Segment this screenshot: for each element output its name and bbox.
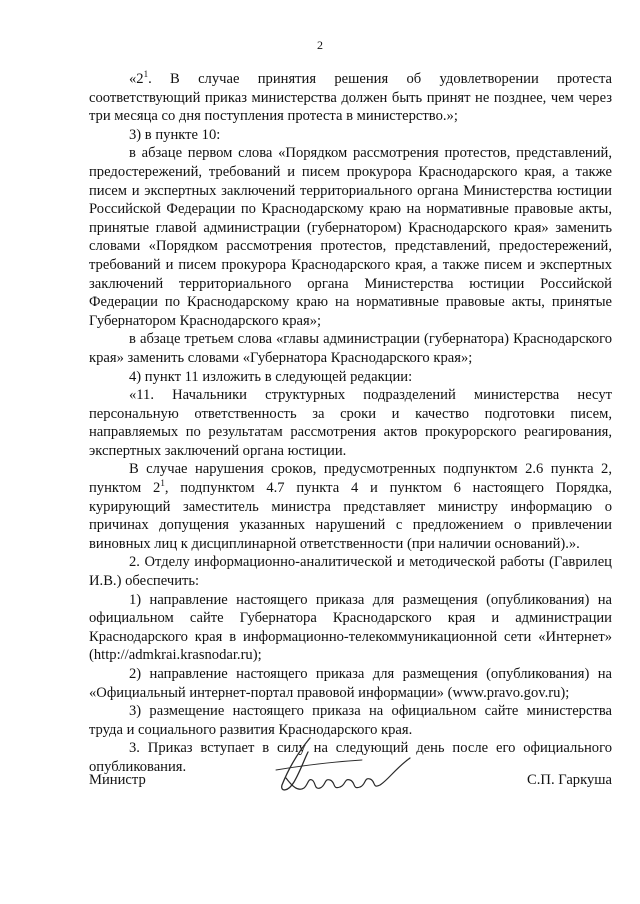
paragraph-text: «2 bbox=[129, 71, 144, 87]
paragraph-2-1-publish: 1) направление настоящего приказа для размещения (опубликования) на официальном сайте Губернатора Краснодарского края и администрации Краснодарского края в информационно-телекоммуникационной сети «Интернет» (http://admkrai.krasnodar.ru); bbox=[89, 591, 612, 664]
paragraph-item-3: 3) в пункте 10: bbox=[129, 126, 221, 143]
paragraph-text: . В случае принятия решения об удовлетворении протеста соответствующий приказ министерства должен быть принят не позднее, чем через три месяца со дня поступления протеста в министерство.»; bbox=[89, 71, 612, 125]
paragraph-2-2-publish: 2) направление настоящего приказа для размещения (опубликования) на «Официальный интернет-портал правовой информации» (www.pravo.gov.ru); bbox=[89, 666, 612, 701]
paragraph-text: , подпунктом 4.7 пункта 4 и пунктом 6 настоящего Порядка, курирующий заместитель министра представляет министру информацию о причинах допущения указанных нарушений с предложением о привлечении виновных лиц к дисциплинарной ответственности (при наличии оснований).». bbox=[89, 480, 612, 552]
superscript: 1 bbox=[160, 478, 165, 489]
paragraph-abzac-3: в абзаце третьем слова «главы администрации (губернатора) Краснодарского края» заменить словами «Губернатора Краснодарского края»; bbox=[89, 331, 612, 366]
signatory-title: Министр bbox=[89, 772, 146, 788]
superscript: 1 bbox=[143, 69, 149, 80]
paragraph-2-1 bbox=[89, 70, 612, 126]
paragraph-violation bbox=[89, 460, 612, 553]
document-body bbox=[89, 70, 612, 777]
paragraph-section-2: 2. Отделу информационно-аналитической и методической работы (Гаврилец И.В.) обеспечить: bbox=[89, 554, 612, 590]
paragraph-item-4: 4) пункт 11 изложить в следующей редакции: bbox=[129, 368, 413, 385]
paragraph-abzac-1: в абзаце первом слова «Порядком рассмотрения протестов, представлений, предостережений, требований и писем прокурора Краснодарского края, а также писем и экспертных заключений территориального органа Министерства юстиции Российской Федерации по Краснодарскому краю на нормативные правовые акты, принятые главой администрации (губернатором) Краснодарского края» заменить словами «Порядком рассмотрения протестов, представлений, предостережений, требований и писем прокурора Краснодарского края, а также писем и экспертных заключений территориального органа Министерства юстиции Российской Федерации по Краснодарскому краю на нормативные правовые акты, принятые Губернатором Краснодарского края»; bbox=[89, 145, 612, 329]
paragraph-2-3-publish: 3) размещение настоящего приказа на официальном сайте министерства труда и социального развития Краснодарского края. bbox=[89, 703, 612, 738]
page-number: 2 bbox=[317, 38, 323, 52]
paragraph-11: «11. Начальники структурных подразделений министерства несут персональную ответственность за сроки и качество подготовки писем, направляемых по результатам рассмотрения актов прокурорского реагирования, экспертных заключений органа юстиции. bbox=[89, 387, 612, 459]
signatory-name: С.П. Гаркуша bbox=[527, 772, 612, 788]
paragraph-section-3: 3. Приказ вступает в силу на следующий день после его официального опубликования. bbox=[89, 740, 612, 775]
paragraph-text: В случае нарушения сроков, предусмотренных подпунктом 2.6 пункта 2, пунктом 2 bbox=[89, 461, 612, 497]
handwritten-signature bbox=[270, 730, 420, 800]
